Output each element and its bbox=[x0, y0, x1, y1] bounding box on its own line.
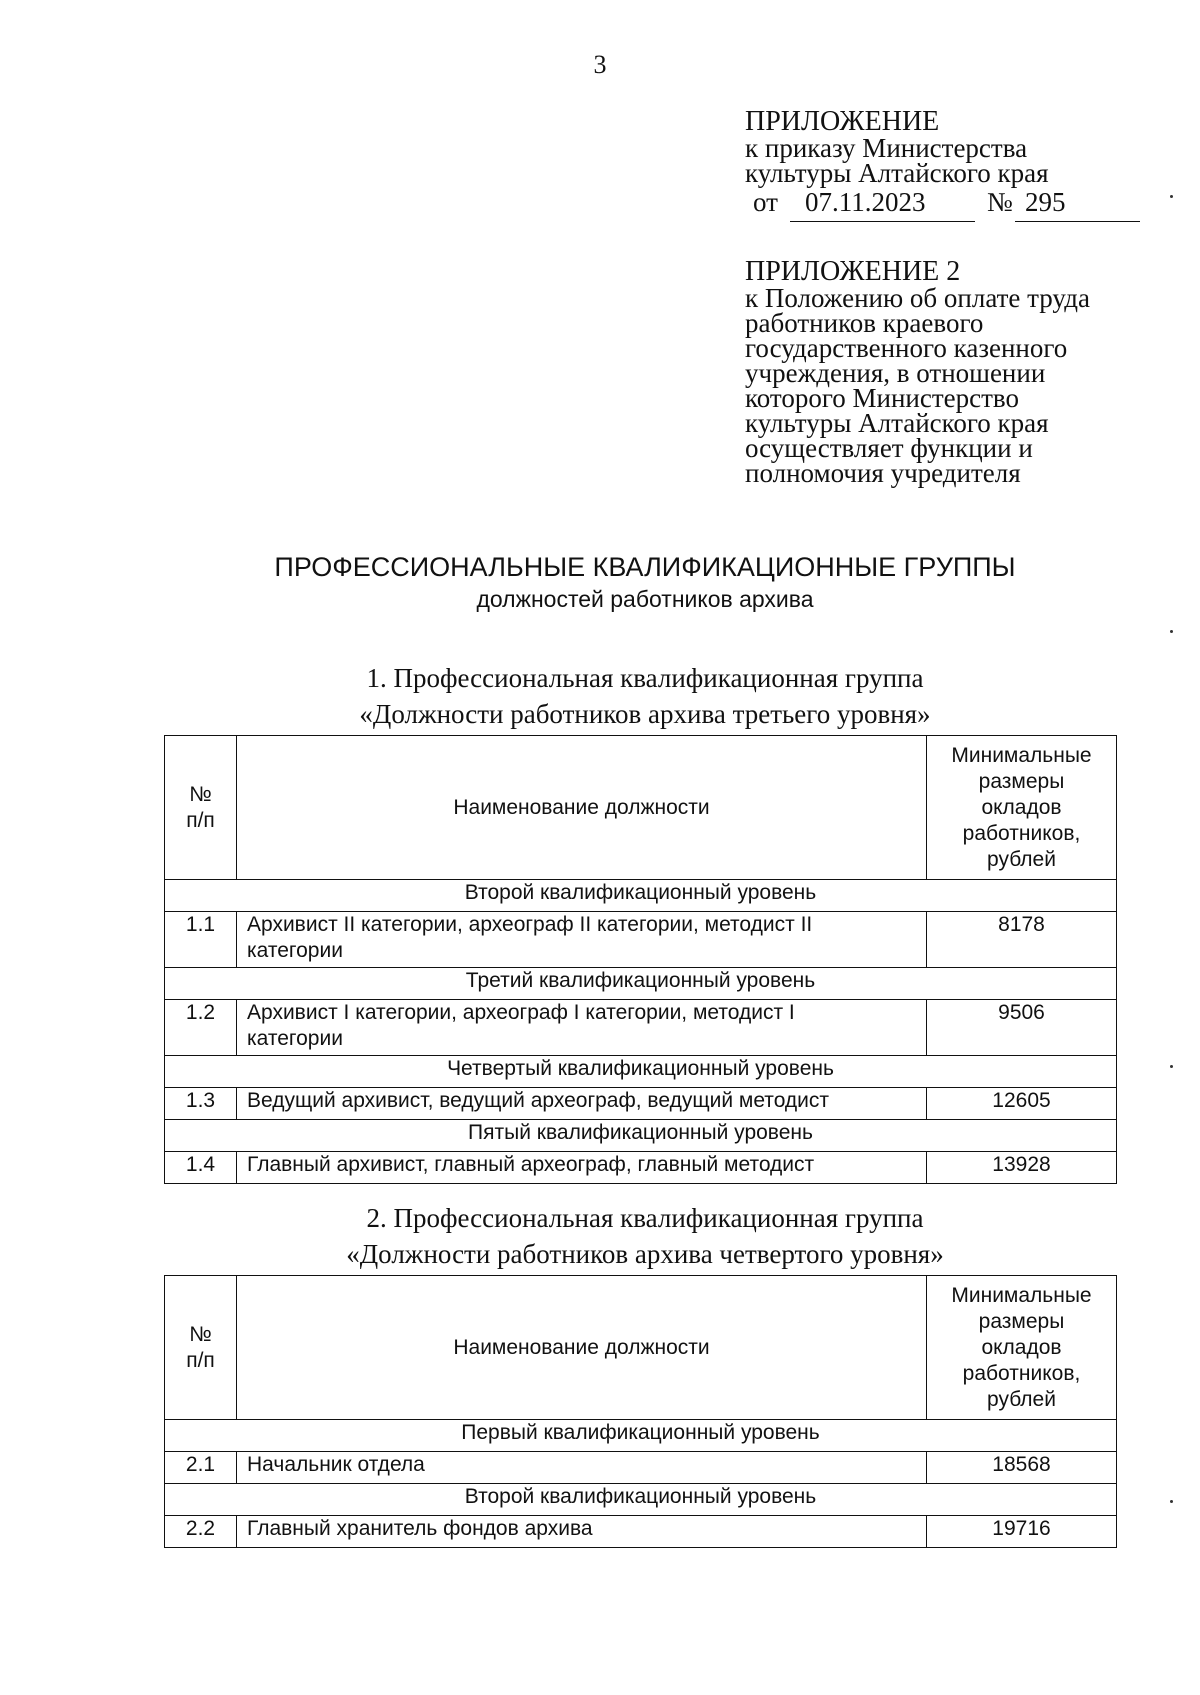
table-row bbox=[165, 1452, 1117, 1484]
annex2-block bbox=[745, 258, 1185, 486]
group-heading-line: «Должности работников архива четвертого уровня» bbox=[346, 1239, 944, 1269]
annex2-line: которого Министерство bbox=[745, 383, 1019, 413]
row-salary: 12605 bbox=[927, 1088, 1117, 1120]
row-salary: 19716 bbox=[927, 1516, 1117, 1548]
level-label: Третий квалификационный уровень bbox=[165, 968, 1117, 1000]
number-underline bbox=[1015, 221, 1140, 222]
page-number: 3 bbox=[593, 50, 607, 79]
level-label: Первый квалификационный уровень bbox=[165, 1420, 1117, 1452]
row-number: 1.1 bbox=[165, 912, 237, 968]
row-number: 2.2 bbox=[165, 1516, 237, 1548]
annex-line: к приказу Министерства bbox=[745, 133, 1028, 163]
level-label: Пятый квалификационный уровень bbox=[165, 1120, 1117, 1152]
level-row bbox=[165, 880, 1117, 912]
group-heading-line: 2. Профессиональная квалификационная группа bbox=[366, 1203, 924, 1233]
row-salary: 18568 bbox=[927, 1452, 1117, 1484]
row-salary: 8178 bbox=[927, 912, 1117, 968]
scan-speck bbox=[1170, 630, 1173, 633]
row-number: 2.1 bbox=[165, 1452, 237, 1484]
date-prefix: от bbox=[753, 187, 778, 217]
header-position-name: Наименование должности bbox=[237, 1276, 927, 1420]
group-heading-line: 1. Профессиональная квалификационная группа bbox=[366, 663, 924, 693]
header-position-name: Наименование должности bbox=[237, 736, 927, 880]
row-position: Главный архивист, главный археограф, главный методист bbox=[237, 1152, 927, 1184]
level-row bbox=[165, 968, 1117, 1000]
table-row bbox=[165, 1088, 1117, 1120]
level-row bbox=[165, 1484, 1117, 1516]
row-position: Главный хранитель фондов архива bbox=[237, 1516, 927, 1548]
annex2-line: к Положению об оплате труда bbox=[745, 283, 1090, 313]
level-row bbox=[165, 1420, 1117, 1452]
level-label: Второй квалификационный уровень bbox=[165, 1484, 1117, 1516]
row-number: 1.3 bbox=[165, 1088, 237, 1120]
group-heading-line: «Должности работников архива третьего уровня» bbox=[359, 699, 931, 729]
annex2-line: полномочия учредителя bbox=[745, 458, 1021, 488]
level-row bbox=[165, 1120, 1117, 1152]
annex-line: культуры Алтайского края bbox=[745, 158, 1049, 188]
annex2-line: работников краевого bbox=[745, 308, 984, 338]
scan-speck bbox=[1170, 1065, 1173, 1068]
level-label: Второй квалификационный уровень bbox=[165, 880, 1117, 912]
group2-heading bbox=[0, 1200, 1200, 1272]
row-position: Архивист I категории, археограф I категории, методист I категории bbox=[237, 1000, 927, 1056]
table-row bbox=[165, 1000, 1117, 1056]
annex2-line: учреждения, в отношении bbox=[745, 358, 1046, 388]
group2-table bbox=[164, 1275, 1117, 1548]
row-position: Начальник отдела bbox=[237, 1452, 927, 1484]
table-header-row bbox=[165, 736, 1117, 880]
row-salary: 9506 bbox=[927, 1000, 1117, 1056]
row-position: Архивист II категории, археограф II категории, методист II категории bbox=[237, 912, 927, 968]
row-number: 1.4 bbox=[165, 1152, 237, 1184]
annex-block bbox=[745, 108, 1185, 222]
table-row bbox=[165, 912, 1117, 968]
group1-table bbox=[164, 735, 1117, 1184]
level-row bbox=[165, 1056, 1117, 1088]
row-position: Ведущий архивист, ведущий археограф, ведущий методист bbox=[237, 1088, 927, 1120]
annex-heading: ПРИЛОЖЕНИЕ bbox=[745, 106, 940, 137]
level-label: Четвертый квалификационный уровень bbox=[165, 1056, 1117, 1088]
header-number: № п/п bbox=[165, 736, 237, 880]
table-header-row bbox=[165, 1276, 1117, 1420]
header-number: № п/п bbox=[165, 1276, 237, 1420]
table-row bbox=[165, 1516, 1117, 1548]
table-row bbox=[165, 1152, 1117, 1184]
row-number: 1.2 bbox=[165, 1000, 237, 1056]
scan-speck bbox=[1170, 195, 1173, 198]
document-subtitle: должностей работников архива bbox=[476, 586, 814, 612]
order-number: 295 bbox=[1025, 187, 1066, 217]
order-date: 07.11.2023 bbox=[805, 187, 926, 217]
annex2-line: культуры Алтайского края bbox=[745, 408, 1049, 438]
group1-heading bbox=[0, 660, 1200, 732]
header-salary: Минимальные размеры окладов работников, рублей bbox=[927, 1276, 1117, 1420]
document-title: ПРОФЕССИОНАЛЬНЫЕ КВАЛИФИКАЦИОННЫЕ ГРУППЫ bbox=[274, 552, 1016, 582]
annex2-line: осуществляет функции и bbox=[745, 433, 1033, 463]
date-underline bbox=[790, 221, 975, 222]
annex-date-row bbox=[745, 187, 1185, 222]
row-salary: 13928 bbox=[927, 1152, 1117, 1184]
header-salary: Минимальные размеры окладов работников, рублей bbox=[927, 736, 1117, 880]
annex2-heading: ПРИЛОЖЕНИЕ 2 bbox=[745, 256, 961, 287]
scan-speck bbox=[1170, 1500, 1173, 1503]
number-prefix: № bbox=[987, 187, 1013, 217]
annex2-line: государственного казенного bbox=[745, 333, 1068, 363]
